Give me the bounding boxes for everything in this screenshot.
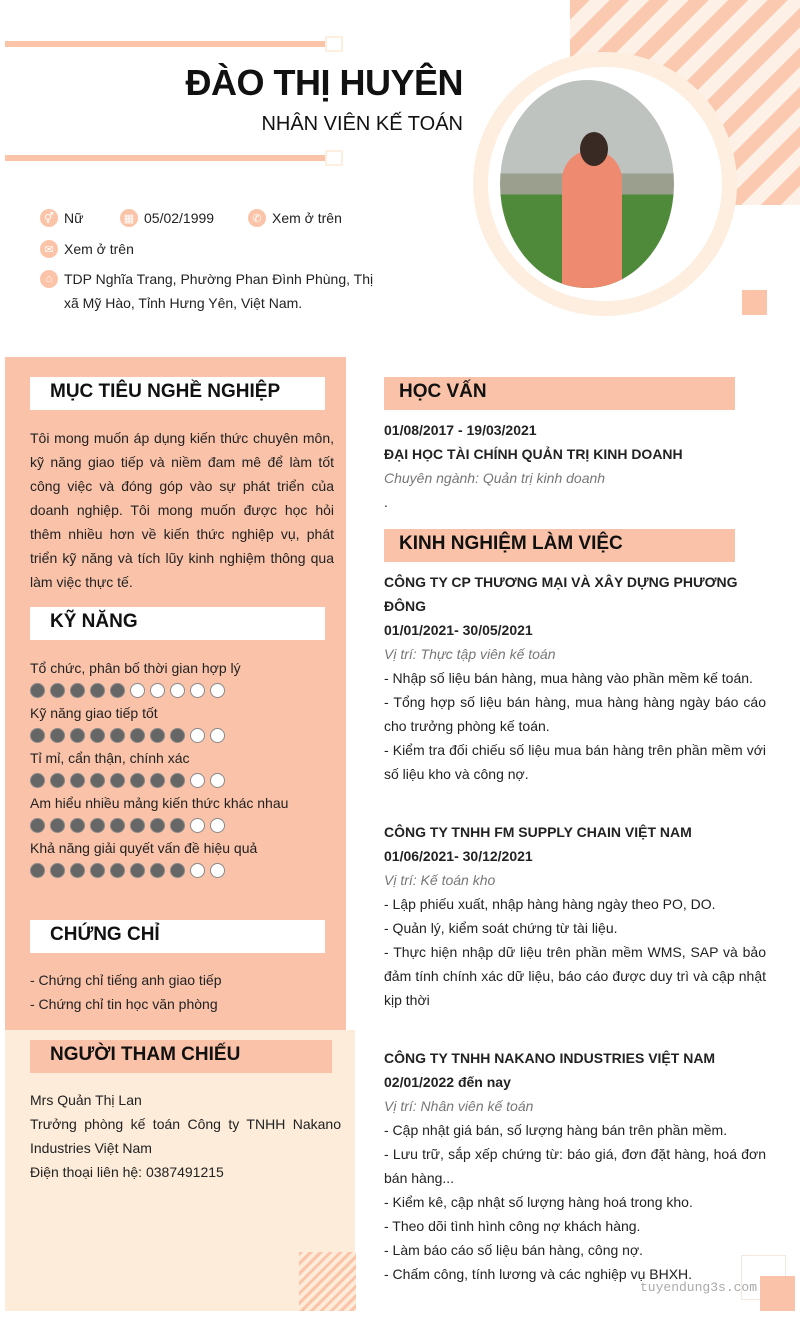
rating-dot: [50, 818, 65, 833]
experience-heading: KINH NGHIỆM LÀM VIỆC: [384, 529, 735, 562]
rating-dot: [150, 683, 165, 698]
skill-rating: [30, 728, 340, 743]
rating-dot: [90, 683, 105, 698]
rating-dot: [50, 863, 65, 878]
calendar-icon: ▦: [120, 209, 138, 227]
rating-dot: [110, 728, 125, 743]
skill-rating: [30, 683, 340, 698]
certificates-heading: CHỨNG CHỈ: [30, 920, 325, 953]
decor-bar: [5, 155, 325, 161]
rating-dot: [190, 728, 205, 743]
rating-dot: [150, 728, 165, 743]
education-major: Chuyên ngành: Quản trị kinh doanh: [384, 470, 606, 486]
rating-dot: [130, 773, 145, 788]
skill-rating: [30, 773, 340, 788]
skill-name: Tổ chức, phân bố thời gian hợp lý: [30, 660, 241, 676]
skill-name: Kỹ năng giao tiếp tốt: [30, 705, 158, 721]
contact-birthday: [120, 209, 214, 227]
skill-item: [30, 746, 340, 788]
skill-item: [30, 836, 340, 878]
certificates-list: [30, 968, 222, 1016]
rating-dot: [130, 728, 145, 743]
rating-dot: [210, 728, 225, 743]
avatar-head: [580, 132, 608, 166]
rating-dot: [30, 818, 45, 833]
skill-name: Tỉ mỉ, cẩn thận, chính xác: [30, 750, 190, 766]
mail-icon: ✉: [40, 240, 58, 258]
job-task: - Quản lý, kiểm soát chứng từ tài liệu.: [384, 920, 618, 936]
education-period: 01/08/2017 - 19/03/2021: [384, 422, 537, 438]
rating-dot: [30, 728, 45, 743]
rating-dot: [110, 683, 125, 698]
rating-dot: [30, 863, 45, 878]
job-task: - Chấm công, tính lương và các nghiệp vụ BHXH.: [384, 1266, 693, 1282]
reference-title: Trưởng phòng kế toán Công ty TNHH Nakano Industries Việt Nam: [30, 1116, 341, 1156]
contact-address: [40, 270, 390, 315]
skills-heading: KỸ NĂNG: [30, 607, 325, 640]
skill-item: [30, 791, 340, 833]
skill-item: [30, 701, 340, 743]
rating-dot: [70, 863, 85, 878]
job-task: - Kiểm tra đối chiếu số liệu mua bán hàng trên phần mềm với số liệu kho và công nợ.: [384, 742, 766, 782]
job-task: - Thực hiện nhập dữ liệu trên phần mềm WMS, SAP và bảo đảm tính chính xác dữ liệu, báo cáo được duy trì và cập nhật kịp thời: [384, 944, 766, 1008]
job-period: 02/01/2022 đến nay: [384, 1074, 511, 1090]
rating-dot: [190, 773, 205, 788]
job-task: - Cập nhật giá bán, số lượng hàng bán trên phần mềm.: [384, 1122, 728, 1138]
skill-rating: [30, 818, 340, 833]
certificate-item: - Chứng chỉ tiếng anh giao tiếp: [30, 972, 222, 988]
rating-dot: [70, 683, 85, 698]
rating-dot: [110, 818, 125, 833]
rating-dot: [30, 773, 45, 788]
reference-phone: Điện thoại liên hệ: 0387491215: [30, 1164, 224, 1180]
rating-dot: [210, 773, 225, 788]
rating-dot: [190, 863, 205, 878]
rating-dot: [170, 773, 185, 788]
rating-dot: [50, 683, 65, 698]
candidate-name: ĐÀO THỊ HUYÊN: [185, 62, 463, 103]
avatar-figure: [562, 150, 622, 288]
home-icon: ⌂: [40, 270, 58, 288]
rating-dot: [210, 818, 225, 833]
job-title: NHÂN VIÊN KẾ TOÁN: [261, 113, 463, 135]
job-entry: [384, 1046, 766, 1286]
rating-dot: [150, 773, 165, 788]
references-heading: NGƯỜI THAM CHIẾU: [30, 1040, 332, 1073]
job-period: 01/06/2021- 30/12/2021: [384, 848, 533, 864]
rating-dot: [50, 728, 65, 743]
references-body: [30, 1088, 341, 1184]
job-task: - Lưu trữ, sắp xếp chứng từ: báo giá, đơn đặt hàng, hoá đơn bán hàng...: [384, 1146, 766, 1186]
decor-square: [742, 290, 767, 315]
rating-dot: [170, 818, 185, 833]
rating-dot: [70, 728, 85, 743]
job-period: 01/01/2021- 30/05/2021: [384, 622, 533, 638]
rating-dot: [190, 683, 205, 698]
watermark: tuyendung3s.com: [640, 1280, 758, 1295]
birthday-value: 05/02/1999: [144, 210, 215, 226]
phone-icon: ✆: [248, 209, 266, 227]
rating-dot: [190, 818, 205, 833]
decor-square: [760, 1276, 795, 1311]
rating-dot: [150, 863, 165, 878]
job-task: - Tổng hợp số liệu bán hàng, mua hàng hàng ngày báo cáo cho trưởng phòng kế toán.: [384, 694, 766, 734]
job-task: - Theo dõi tình hình công nợ khách hàng.: [384, 1218, 641, 1234]
rating-dot: [70, 818, 85, 833]
job-task: - Lập phiếu xuất, nhập hàng hàng ngày theo PO, DO.: [384, 896, 716, 912]
address-value: TDP Nghĩa Trang, Phường Phan Đình Phùng, Thị xã Mỹ Hào, Tỉnh Hưng Yên, Việt Nam.: [64, 271, 374, 311]
rating-dot: [170, 863, 185, 878]
objective-text: Tôi mong muốn áp dụng kiến thức chuyên môn, kỹ năng giao tiếp và niềm đam mê để làm tốt công việc và đóng góp vào sự phát triển của doanh nghiệp. Tôi mong muốn được học hỏi thêm nhiều hơn về kiến thức nghiệp vụ, phát triển kỹ năng và tích lũy kinh nghiệm thông qua làm việc thực tế.: [30, 430, 334, 590]
skills-list: [30, 656, 340, 881]
decor-bar-box: [325, 36, 343, 52]
job-task: - Nhập số liệu bán hàng, mua hàng vào phần mềm kế toán.: [384, 670, 753, 686]
rating-dot: [90, 818, 105, 833]
rating-dot: [110, 863, 125, 878]
job-position: Vị trí: Kế toán kho: [384, 872, 496, 888]
rating-dot: [130, 683, 145, 698]
rating-dot: [90, 773, 105, 788]
decor-bar: [5, 41, 325, 47]
contact-email: [40, 240, 134, 258]
rating-dot: [70, 773, 85, 788]
rating-dot: [30, 683, 45, 698]
decor-hatch: [299, 1252, 356, 1311]
skill-rating: [30, 863, 340, 878]
education-school: ĐẠI HỌC TÀI CHÍNH QUẢN TRỊ KINH DOANH: [384, 446, 683, 462]
job-company: CÔNG TY TNHH FM SUPPLY CHAIN VIỆT NAM: [384, 824, 692, 840]
job-position: Vị trí: Nhân viên kế toán: [384, 1098, 534, 1114]
rating-dot: [90, 728, 105, 743]
avatar: [500, 80, 674, 288]
education-note: .: [384, 494, 388, 510]
gender-value: Nữ: [64, 210, 84, 226]
gender-icon: ⚥: [40, 209, 58, 227]
rating-dot: [210, 863, 225, 878]
contact-phone: [248, 209, 342, 227]
job-entry: [384, 820, 766, 1012]
contact-gender: [40, 209, 83, 227]
rating-dot: [170, 683, 185, 698]
rating-dot: [130, 818, 145, 833]
education-entry: [384, 418, 766, 514]
rating-dot: [50, 773, 65, 788]
certificate-item: - Chứng chỉ tin học văn phòng: [30, 996, 218, 1012]
job-task: - Kiểm kê, cập nhật số lượng hàng hoá trong kho.: [384, 1194, 693, 1210]
skill-name: Khả năng giải quyết vấn đề hiệu quả: [30, 840, 258, 856]
decor-bar-box: [325, 150, 343, 166]
experience-list: [384, 570, 766, 1320]
rating-dot: [150, 818, 165, 833]
education-heading: HỌC VẤN: [384, 377, 735, 410]
job-position: Vị trí: Thực tập viên kế toán: [384, 646, 556, 662]
skill-item: [30, 656, 340, 698]
job-company: CÔNG TY CP THƯƠNG MẠI VÀ XÂY DỰNG PHƯƠNG ĐÔNG: [384, 574, 738, 614]
job-task: - Làm báo cáo số liệu bán hàng, công nợ.: [384, 1242, 644, 1258]
job-entry: [384, 570, 766, 786]
rating-dot: [110, 773, 125, 788]
rating-dot: [170, 728, 185, 743]
objective-heading: MỤC TIÊU NGHỀ NGHIỆP: [30, 377, 325, 410]
skill-name: Am hiểu nhiều mảng kiến thức khác nhau: [30, 795, 289, 811]
rating-dot: [90, 863, 105, 878]
reference-name: Mrs Quản Thị Lan: [30, 1092, 142, 1108]
rating-dot: [130, 863, 145, 878]
rating-dot: [210, 683, 225, 698]
phone-value: Xem ở trên: [272, 210, 342, 226]
email-value: Xem ở trên: [64, 241, 134, 257]
job-company: CÔNG TY TNHH NAKANO INDUSTRIES VIỆT NAM: [384, 1050, 716, 1066]
